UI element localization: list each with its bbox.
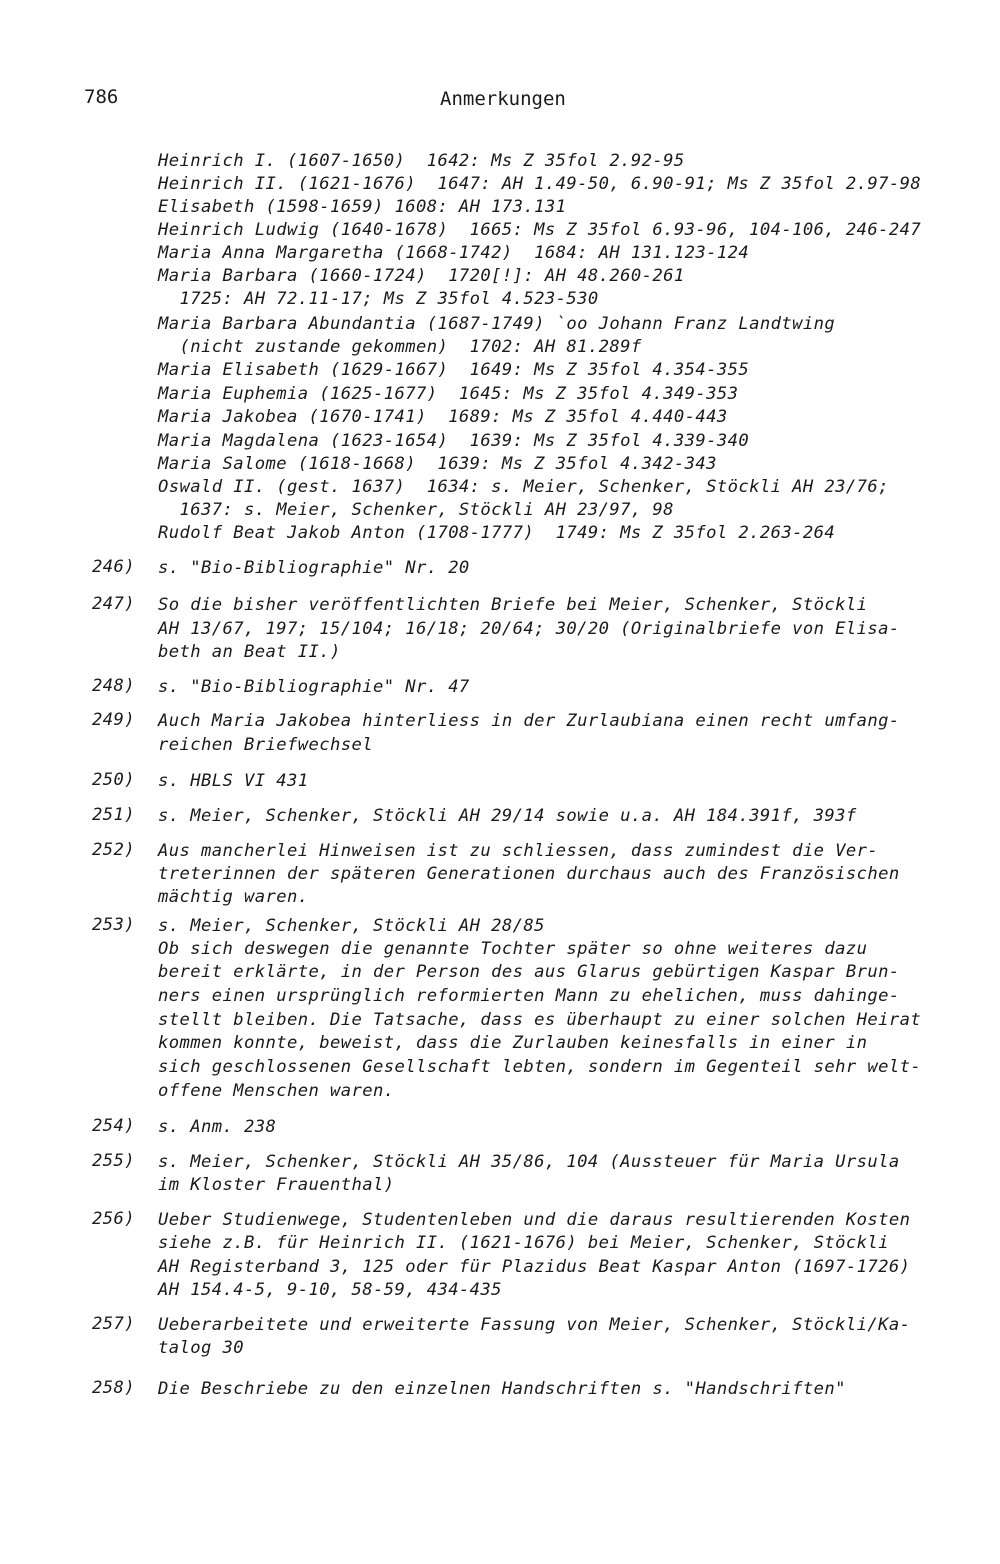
note-line: beth an Beat II.) — [158, 642, 341, 662]
continuation-line: Maria Barbara Abundantia (1687-1749) `oo Johann Franz Landtwing — [158, 314, 836, 334]
continuation-line: Maria Euphemia (1625-1677) 1645: Ms Z 35fol 4.349-353 — [158, 384, 739, 404]
note-line: s. "Bio-Bibliographie" Nr. 20 — [158, 558, 470, 578]
note-line: reichen Briefwechsel — [158, 735, 373, 755]
note-number: 246) — [92, 557, 135, 577]
note-line: talog 30 — [158, 1338, 244, 1358]
note-number: 258) — [92, 1378, 135, 1398]
note-line: bereit erklärte, in der Person des aus Glarus gebürtigen Kaspar Brun- — [158, 962, 900, 982]
note-line: offene Menschen waren. — [158, 1081, 395, 1101]
page-number: 786 — [84, 86, 119, 108]
note-number: 251) — [92, 805, 135, 825]
note-line: s. "Bio-Bibliographie" Nr. 47 — [158, 677, 470, 697]
note-line: s. Anm. 238 — [158, 1117, 277, 1137]
note-line: Ob sich deswegen die genannte Tochter später so ohne weiteres dazu — [158, 939, 868, 959]
note-line: So die bisher veröffentlichten Briefe bei Meier, Schenker, Stöckli — [158, 595, 868, 615]
continuation-line: Maria Salome (1618-1668) 1639: Ms Z 35fol 4.342-343 — [158, 454, 717, 474]
continuation-line: Maria Magdalena (1623-1654) 1639: Ms Z 35fol 4.339-340 — [158, 431, 750, 451]
continuation-line: Maria Anna Margaretha (1668-1742) 1684: AH 131.123-124 — [158, 243, 750, 263]
continuation-line: Rudolf Beat Jakob Anton (1708-1777) 1749: Ms Z 35fol 2.263-264 — [158, 523, 836, 543]
continuation-line: Maria Barbara (1660-1724) 1720[!]: AH 48.260-261 — [158, 266, 685, 286]
note-line: treterinnen der späteren Generationen durchaus auch des Französischen — [158, 864, 900, 884]
note-line: Aus mancherlei Hinweisen ist zu schliessen, dass zumindest die Ver- — [158, 841, 879, 861]
note-number: 252) — [92, 840, 135, 860]
note-line: kommen konnte, beweist, dass die Zurlauben keinesfalls in einer in — [158, 1033, 868, 1053]
note-line: stellt bleiben. Die Tatsache, dass es überhaupt zu einer solchen Heirat — [158, 1010, 922, 1030]
note-line: Ueber Studienwege, Studentenleben und die daraus resultierenden Kosten — [158, 1210, 911, 1230]
continuation-line: Oswald II. (gest. 1637) 1634: s. Meier, Schenker, Stöckli AH 23/76; — [158, 477, 889, 497]
note-number: 256) — [92, 1209, 135, 1229]
note-number: 253) — [92, 915, 135, 935]
note-line: AH Registerband 3, 125 oder für Plazidus Beat Kaspar Anton (1697-1726) — [158, 1257, 911, 1277]
note-number: 248) — [92, 676, 135, 696]
note-line: Ueberarbeitete und erweiterte Fassung von Meier, Schenker, Stöckli/Ka- — [158, 1315, 911, 1335]
continuation-line: Heinrich II. (1621-1676) 1647: AH 1.49-50, 6.90-91; Ms Z 35fol 2.97-98 — [158, 174, 922, 194]
note-number: 247) — [92, 594, 135, 614]
note-number: 257) — [92, 1314, 135, 1334]
note-line: mächtig waren. — [158, 887, 309, 907]
note-line: siehe z.B. für Heinrich II. (1621-1676) bei Meier, Schenker, Stöckli — [158, 1233, 889, 1253]
note-number: 254) — [92, 1116, 135, 1136]
note-line: s. Meier, Schenker, Stöckli AH 29/14 sowie u.a. AH 184.391f, 393f — [158, 806, 857, 826]
note-line: Auch Maria Jakobea hinterliess in der Zurlaubiana einen recht umfang- — [158, 711, 900, 731]
note-line: sich geschlossenen Gesellschaft lebten, sondern im Gegenteil sehr welt- — [158, 1057, 922, 1077]
continuation-line: Heinrich Ludwig (1640-1678) 1665: Ms Z 35fol 6.93-96, 104-106, 246-247 — [158, 220, 922, 240]
note-number: 249) — [92, 710, 135, 730]
continuation-line: Maria Jakobea (1670-1741) 1689: Ms Z 35fol 4.440-443 — [158, 407, 728, 427]
running-head: Anmerkungen — [440, 88, 566, 110]
note-line: s. HBLS VI 431 — [158, 771, 309, 791]
continuation-line: Heinrich I. (1607-1650) 1642: Ms Z 35fol 2.92-95 — [158, 151, 685, 171]
continuation-line: Maria Elisabeth (1629-1667) 1649: Ms Z 35fol 4.354-355 — [158, 360, 750, 380]
continuation-line: 1725: AH 72.11-17; Ms Z 35fol 4.523-530 — [158, 289, 599, 309]
note-line: ners einen ursprünglich reformierten Mann zu ehelichen, muss dahinge- — [158, 986, 900, 1006]
note-number: 250) — [92, 770, 135, 790]
continuation-line: 1637: s. Meier, Schenker, Stöckli AH 23/97, 98 — [158, 500, 674, 520]
note-line: s. Meier, Schenker, Stöckli AH 28/85 — [158, 916, 545, 936]
note-line: AH 13/67, 197; 15/104; 16/18; 20/64; 30/20 (Originalbriefe von Elisa- — [158, 619, 900, 639]
note-number: 255) — [92, 1151, 135, 1171]
note-line: im Kloster Frauenthal) — [158, 1175, 395, 1195]
continuation-line: (nicht zustande gekommen) 1702: AH 81.289f — [158, 337, 642, 357]
note-line: Die Beschriebe zu den einzelnen Handschriften s. "Handschriften" — [158, 1379, 846, 1399]
note-line: s. Meier, Schenker, Stöckli AH 35/86, 104 (Aussteuer für Maria Ursula — [158, 1152, 900, 1172]
note-line: AH 154.4-5, 9-10, 58-59, 434-435 — [158, 1280, 502, 1300]
continuation-line: Elisabeth (1598-1659) 1608: AH 173.131 — [158, 197, 567, 217]
